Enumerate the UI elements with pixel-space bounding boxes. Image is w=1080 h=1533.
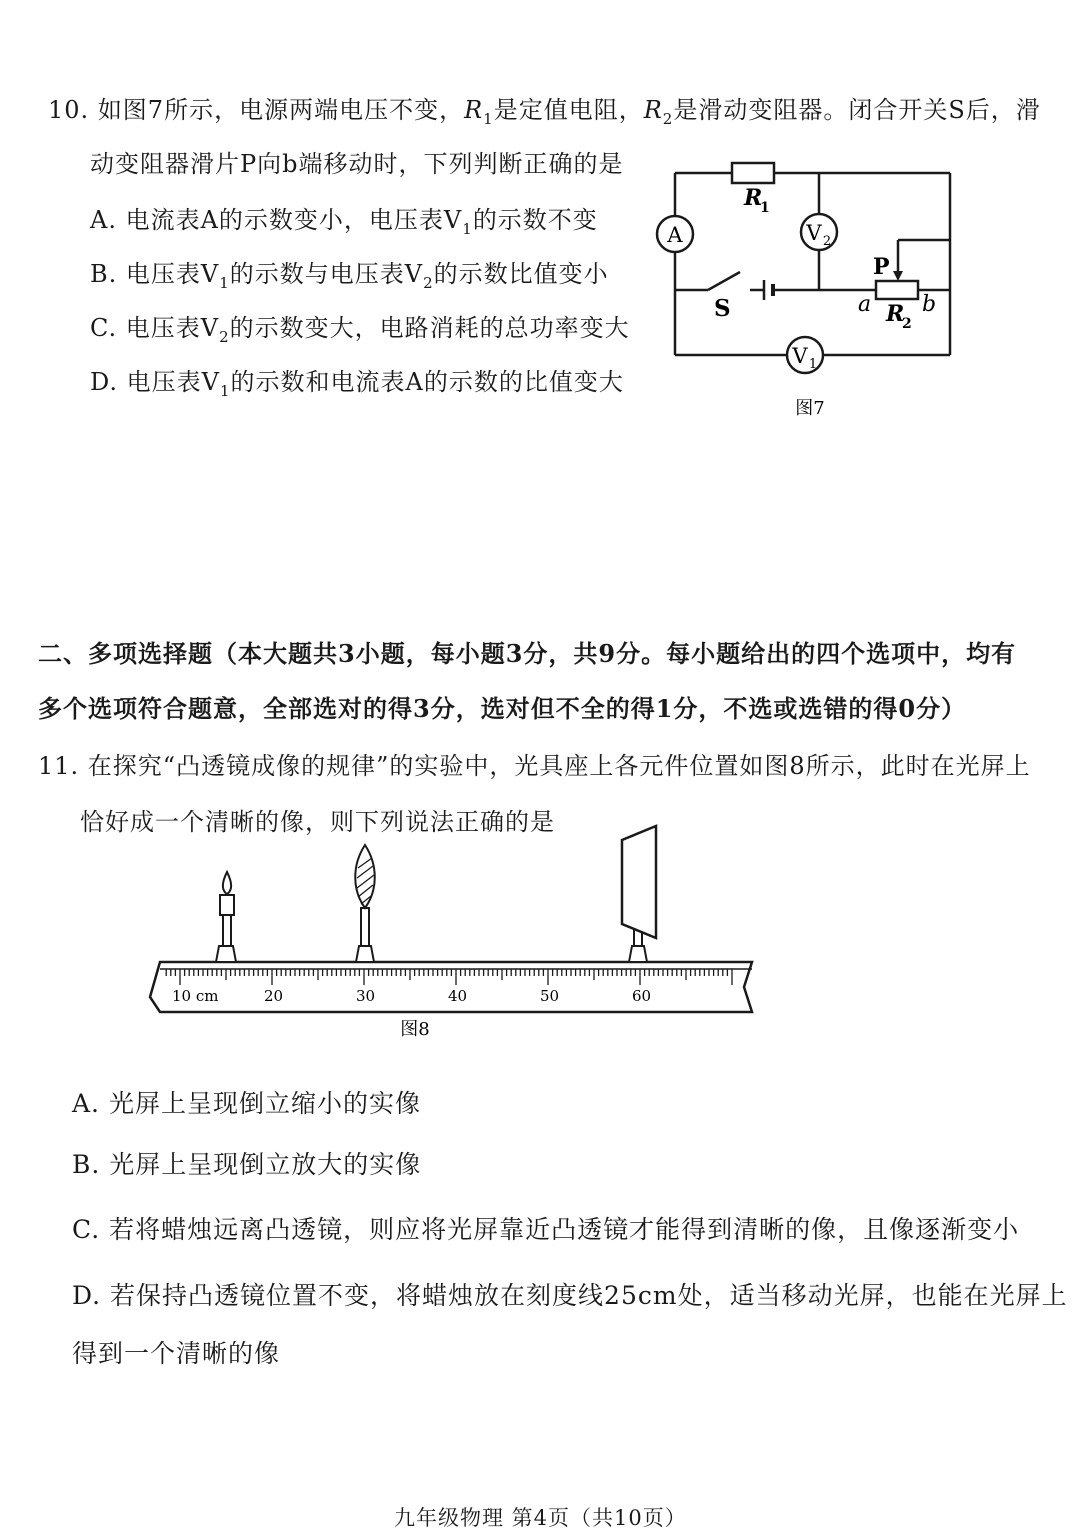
- q10-option-c[interactable]: [90, 308, 630, 346]
- r1-subscript: 1: [483, 109, 494, 128]
- circuit-diagram-fig7: [640, 150, 980, 430]
- q11-option-a[interactable]: A. 光屏上呈现倒立缩小的实像: [72, 1089, 421, 1118]
- r1-resistor: [732, 163, 774, 183]
- q11-stem-line1: 11. 在探究“凸透镜成像的规律”的实验中，光具座上各元件位置如图8所示，此时在光屏上: [38, 752, 1031, 780]
- q10-option-a-text-2: 的示数不变: [472, 206, 598, 234]
- q10-stem-text-2: 是定值电阻，: [493, 96, 644, 124]
- r2-resistor: [876, 281, 918, 299]
- fig-r2-subscript: 2: [902, 316, 912, 332]
- lens-holder: [356, 946, 374, 962]
- candle: [216, 872, 236, 962]
- q10-option-c-text-2: 的示数变大，电路消耗的总功率变大: [229, 314, 630, 342]
- q10-option-b[interactable]: [90, 254, 609, 292]
- light-screen: [622, 826, 656, 962]
- q10-stem-line1: [48, 90, 1041, 128]
- q11-option-b[interactable]: B. 光屏上呈现倒立放大的实像: [72, 1150, 422, 1179]
- q11-stem-line2: 恰好成一个清晰的像，则下列说法正确的是: [80, 808, 555, 836]
- scale-tick-label: 30: [356, 987, 376, 1005]
- scale-tick-label: 50: [540, 987, 560, 1005]
- q10-option-d-sub: 1: [219, 381, 231, 400]
- slider-label: P: [873, 254, 890, 280]
- q10-option-c-text: C. 电压表V: [90, 314, 220, 342]
- q10-option-d-text-2: 的示数和电流表A的示数的比值变大: [230, 368, 624, 396]
- q10-option-a-sub: 1: [462, 219, 473, 238]
- fig-r2-letter: R: [886, 301, 905, 327]
- q10-option-b-text-3: 的示数比值变小: [433, 260, 609, 288]
- scale-tick-label: 60: [632, 987, 652, 1005]
- fig7-caption: 图7: [795, 398, 825, 419]
- screen-panel: [622, 826, 656, 938]
- q10-stem-text-3: 是滑动变阻器。闭合开关S后，滑: [673, 96, 1041, 124]
- switch-blade: [708, 272, 740, 290]
- q10-number: 10.: [48, 96, 90, 124]
- fig-r1-letter: R: [744, 185, 763, 211]
- q11-option-d-line1[interactable]: D. 若保持凸透镜位置不变，将蜡烛放在刻度线25cm处，适当移动光屏，也能在光屏上: [72, 1281, 1068, 1310]
- q10-option-b-sub-2: 2: [423, 273, 434, 292]
- lens-stick: [361, 908, 369, 946]
- convex-lens: [355, 845, 375, 962]
- r1-symbol: R: [464, 96, 484, 124]
- ammeter-label: A: [667, 223, 683, 247]
- candle-body: [220, 895, 234, 915]
- q10-option-a-text: A. 电流表A的示数变小，电压表V: [90, 206, 463, 234]
- switch-label: S: [714, 295, 731, 322]
- r2-symbol: R: [643, 96, 663, 124]
- v2-letter: V: [806, 221, 822, 245]
- screen-holder: [629, 946, 647, 962]
- slider-arrow-icon: [893, 271, 903, 281]
- scale-tick-label: 20: [264, 987, 284, 1005]
- scale-tick-label: 40: [448, 987, 468, 1005]
- candle-holder: [216, 946, 236, 962]
- candle-stick: [223, 915, 231, 946]
- q11-option-c[interactable]: C. 若将蜡烛远离凸透镜，则应将光屏靠近凸透镜才能得到清晰的像，且像逐渐变小: [72, 1215, 1020, 1244]
- q11-option-d-line2: 得到一个清晰的像: [72, 1339, 281, 1368]
- page-footer: 九年级物理 第4页（共10页）: [394, 1506, 687, 1530]
- v1-letter: V: [792, 344, 808, 368]
- v2-subscript: 2: [822, 234, 832, 249]
- r2-end-b-label: b: [922, 292, 937, 317]
- v1-subscript: 1: [808, 357, 818, 372]
- section2-heading-line2: 多个选项符合题意，全部选对的得3分，选对但不全的得1分，不选或选错的得0分）: [38, 694, 967, 723]
- q10-stem-line2: 动变阻器滑片P向b端移动时，下列判断正确的是: [90, 150, 624, 178]
- scale-tick-label: 10 cm: [172, 987, 219, 1005]
- q10-option-b-sub-1: 1: [219, 273, 230, 292]
- r2-end-a-label: a: [858, 292, 872, 317]
- fig8-caption: 图8: [400, 1019, 430, 1040]
- optical-bench-fig8: [140, 820, 770, 1045]
- candle-flame-icon: [223, 872, 231, 894]
- r2-subscript: 2: [662, 109, 674, 128]
- section2-heading-line1: 二、多项选择题（本大题共3小题，每小题3分，共9分。每小题给出的四个选项中，均有: [38, 639, 1017, 668]
- q10-option-d-text: D. 电压表V: [90, 368, 220, 396]
- q10-option-b-text: B. 电压表V: [90, 260, 220, 288]
- q10-option-b-text-2: 的示数与电压表V: [229, 260, 424, 288]
- fig-r1-subscript: 1: [760, 200, 770, 216]
- q10-stem-text-1: 如图7所示，电源两端电压不变，: [97, 96, 465, 124]
- q10-option-c-sub: 2: [219, 327, 230, 346]
- q10-option-a[interactable]: [90, 200, 598, 238]
- q10-option-d[interactable]: [90, 362, 624, 400]
